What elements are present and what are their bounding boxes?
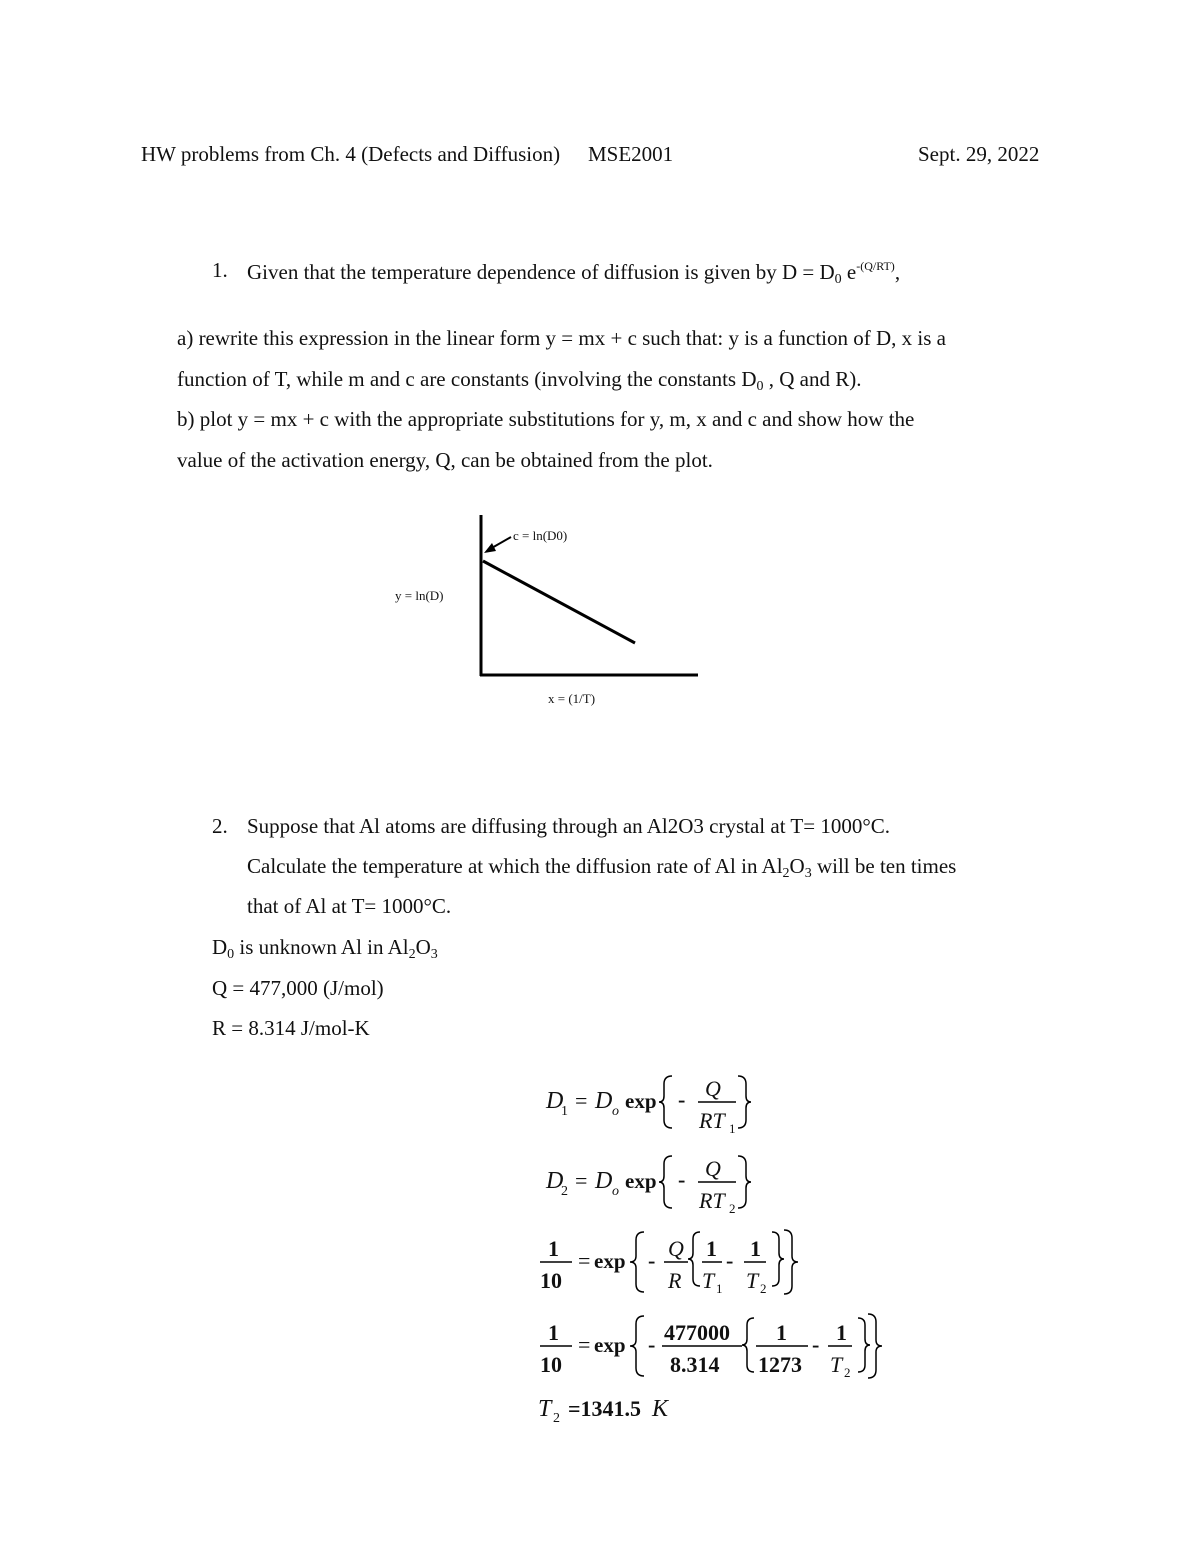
svg-text:=: = [578, 1332, 591, 1357]
svg-text:1: 1 [716, 1281, 723, 1296]
svg-text:D: D [595, 1168, 613, 1194]
svg-text:D: D [546, 1168, 564, 1194]
equation-ratio-numeric [540, 1314, 882, 1380]
intercept-arrowhead [484, 543, 496, 553]
equation-d2 [545, 1156, 751, 1216]
svg-text:D: D [595, 1088, 613, 1114]
svg-text:o: o [612, 1104, 619, 1119]
problem2-line2: Calculate the temperature at which the diffusion rate of Al in $Al_2O_3$ will be ten times [247, 854, 957, 881]
svg-text:D: D [546, 1088, 564, 1114]
problem1-part-b-line2: value of the activation energy, Q, can be obtained from the plot. [177, 448, 713, 472]
svg-text:T: T [702, 1268, 715, 1293]
svg-text:o: o [612, 1184, 619, 1199]
trend-line [483, 561, 635, 643]
svg-text:-: - [648, 1248, 656, 1273]
svg-text:T: T [746, 1268, 759, 1293]
equation-ratio-symbolic [540, 1230, 798, 1296]
svg-text:Q: Q [705, 1156, 721, 1181]
problem2-line1: Suppose that Al atoms are diffusing through an Al2O3 crystal at T= 1000°C. [247, 814, 890, 838]
svg-text:T: T [538, 1396, 552, 1422]
svg-text:1: 1 [548, 1236, 559, 1261]
equation-result [538, 1396, 670, 1426]
svg-text:2: 2 [760, 1281, 767, 1296]
svg-text:Q: Q [668, 1236, 684, 1261]
solution-equations [530, 1060, 910, 1430]
equation-d1 [545, 1076, 751, 1136]
problem2-number: 2. [212, 814, 228, 838]
svg-text:R: R [668, 1268, 682, 1293]
svg-text:=: = [578, 1248, 591, 1273]
svg-text:exp: exp [594, 1333, 626, 1357]
svg-text:exp: exp [625, 1089, 657, 1113]
svg-text:RT: RT [699, 1108, 725, 1133]
svg-text:exp: exp [625, 1169, 657, 1193]
course-code: MSE2001 [588, 142, 674, 166]
svg-text:T: T [830, 1352, 843, 1377]
svg-text:-: - [678, 1167, 686, 1192]
y-axis-label: y = ln(D) [395, 588, 444, 603]
svg-text:2: 2 [553, 1411, 560, 1426]
svg-text:-: - [812, 1332, 820, 1357]
header-title: HW problems from Ch. 4 (Defects and Diffusion) [141, 142, 561, 166]
problem1-number: 1. [212, 258, 228, 282]
svg-text:1: 1 [729, 1121, 736, 1136]
svg-text:10: 10 [540, 1352, 562, 1377]
problem1-part-a-line2: function of T, while m and c are constants (involving the constants $D_0$ , Q and R). [177, 367, 862, 394]
given-r: R = 8.314 J/mol-K [212, 1016, 370, 1040]
ln-d-vs-inverse-t-graph [380, 505, 720, 715]
svg-text:Q: Q [705, 1076, 721, 1101]
svg-text:477000: 477000 [664, 1320, 730, 1345]
given-q: Q = 477,000 (J/mol) [212, 976, 384, 1000]
svg-text:=: = [575, 1088, 588, 1113]
svg-text:-: - [678, 1087, 686, 1112]
svg-text:-: - [726, 1248, 734, 1273]
svg-text:1: 1 [776, 1320, 787, 1345]
svg-text:1: 1 [836, 1320, 847, 1345]
problem2-line3: that of Al at T= 1000°C. [247, 894, 452, 918]
intercept-label: c = ln(D0) [513, 528, 568, 543]
svg-text:=1341.5: =1341.5 [568, 1396, 642, 1421]
svg-text:=: = [575, 1168, 588, 1193]
problem1-intro: Given that the temperature dependence of diffusion is given by $D = D_0$ $e^{-(Q/RT)}$, [247, 259, 901, 287]
svg-text:1: 1 [561, 1104, 568, 1119]
problem1-part-b-line1: b) plot y = mx + c with the appropriate substitutions for y, m, x and c and show how the [177, 407, 915, 431]
svg-text:-: - [648, 1332, 656, 1357]
svg-text:K: K [652, 1396, 669, 1422]
svg-text:1: 1 [750, 1236, 761, 1261]
svg-text:2: 2 [844, 1365, 851, 1380]
svg-text:2: 2 [729, 1201, 736, 1216]
svg-text:2: 2 [561, 1184, 568, 1199]
document-title [141, 144, 560, 165]
given-d0: $D_0$ is unknown Al in $Al_2O_3$ [212, 935, 438, 962]
header-date: Sept. 29, 2022 [918, 142, 1040, 166]
svg-text:1: 1 [548, 1320, 559, 1345]
svg-text:RT: RT [699, 1188, 725, 1213]
x-axis-label: x = (1/T) [548, 691, 596, 706]
svg-text:1273: 1273 [758, 1352, 802, 1377]
svg-text:10: 10 [540, 1268, 562, 1293]
svg-text:exp: exp [594, 1249, 626, 1273]
svg-text:8.314: 8.314 [670, 1352, 720, 1377]
problem1-part-a-line1: a) rewrite this expression in the linear form y = mx + c such that: y is a function of D, x is a [177, 326, 947, 350]
svg-text:1: 1 [706, 1236, 717, 1261]
